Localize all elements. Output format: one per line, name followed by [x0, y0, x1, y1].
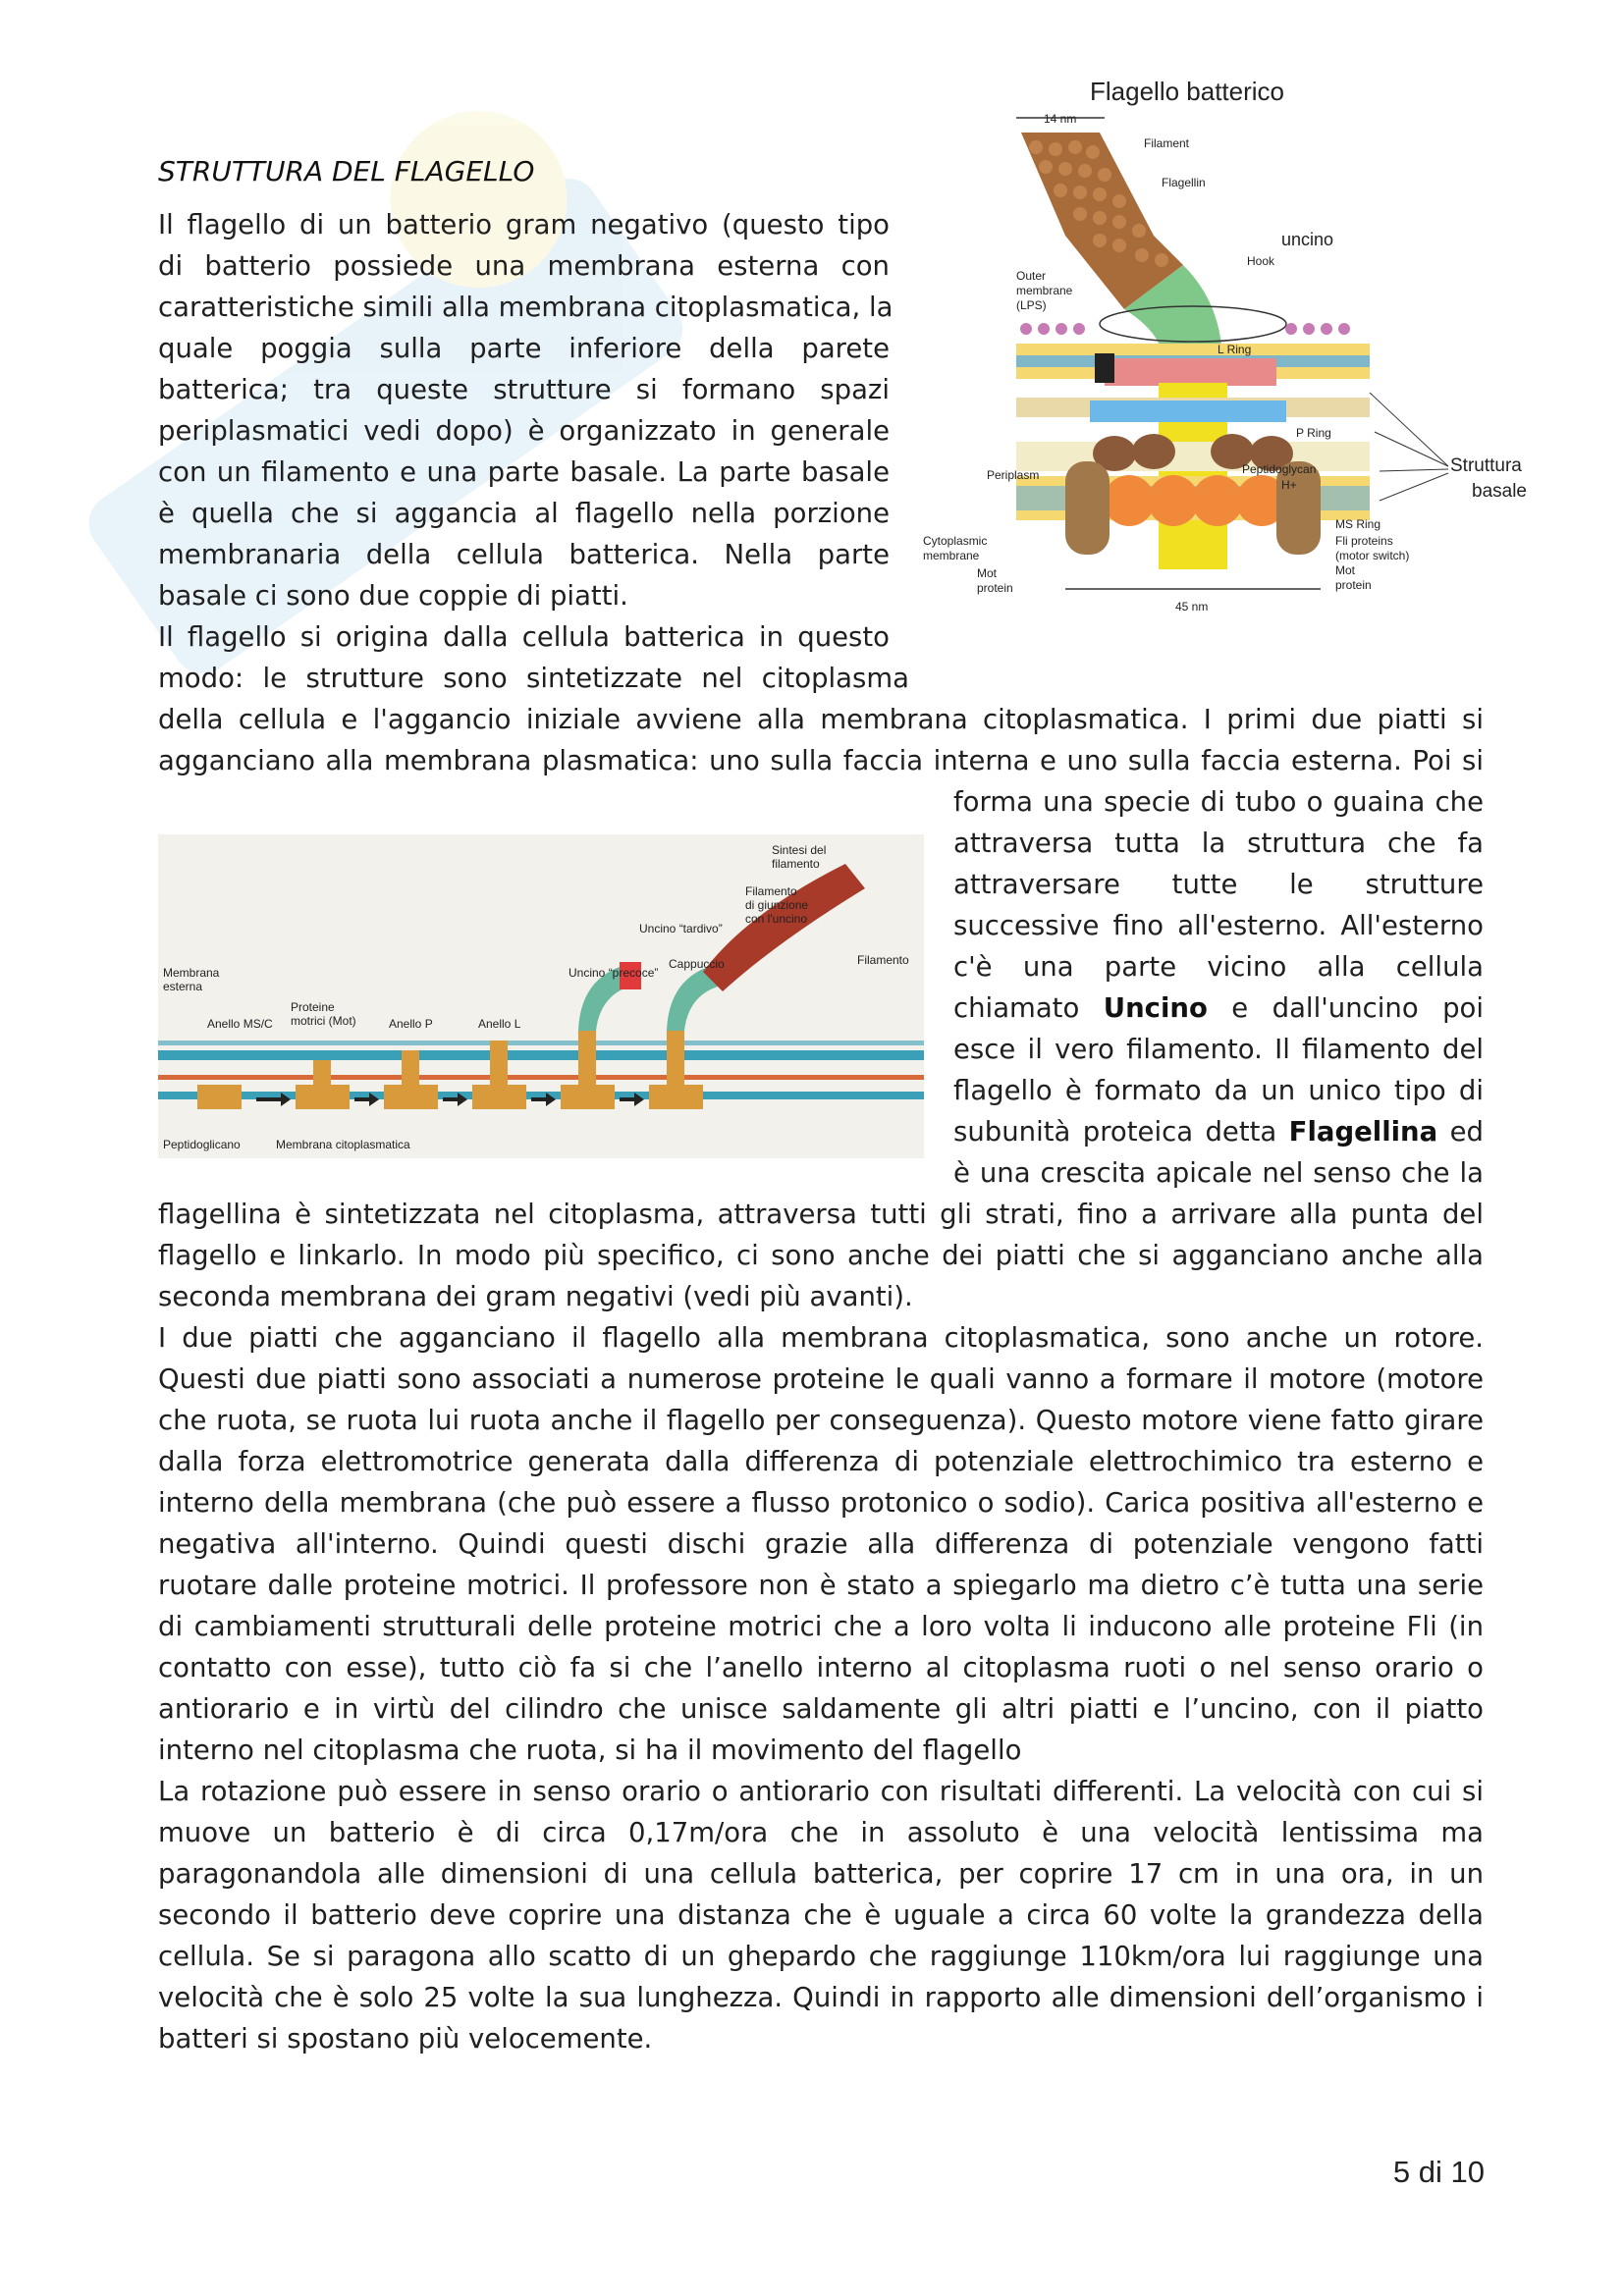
svg-text:Proteine: Proteine: [291, 1000, 335, 1014]
svg-text:protein: protein: [977, 581, 1013, 595]
text-line: membranaria della cellula batterica. Nella parte: [158, 539, 890, 570]
svg-text:di giunzione: di giunzione: [745, 898, 809, 912]
text-line: quale poggia sulla parte inferiore della parete: [158, 333, 890, 364]
svg-text:Anello L: Anello L: [478, 1017, 521, 1031]
text-line: batteri si spostano più velocemente.: [158, 2023, 653, 2055]
svg-text:Filament: Filament: [1144, 136, 1190, 150]
text-line: paragonandola alle dimensioni di una cellula batterica, per coprire 17 cm in una ora, in un: [158, 1858, 1484, 1890]
svg-text:protein: protein: [1335, 578, 1372, 592]
text-line: caratteristiche simili alla membrana citoplasmatica, la: [158, 292, 893, 323]
svg-text:con l'uncino: con l'uncino: [745, 912, 807, 926]
svg-text:basale: basale: [1472, 481, 1527, 502]
svg-text:uncino: uncino: [1281, 230, 1334, 249]
term-flagellina: Flagellina: [1288, 1116, 1438, 1148]
svg-text:Cappuccio: Cappuccio: [669, 957, 725, 971]
svg-text:P Ring: P Ring: [1296, 426, 1331, 440]
filament-growth: [703, 864, 865, 991]
flagellum-diagram: [918, 69, 1566, 633]
text-line: secondo il batterio deve coprire una distanza che è uguale a circa 60 volte la grandezza della: [158, 1899, 1484, 1931]
svg-text:45 nm: 45 nm: [1175, 600, 1209, 614]
svg-text:Cytoplasmic: Cytoplasmic: [923, 534, 988, 548]
text-line: interno nel citoplasma che ruota, si ha il movimento del flagello: [158, 1735, 1022, 1766]
text-line: ruotare dalle proteine motrici. Il professore non è stato a spiegarlo ma dietro c’è tutta una serie: [158, 1570, 1484, 1601]
text-line: flagello e linkarlo. In modo più specifico, ci sono anche dei piatti che si agganciano anche alla: [158, 1240, 1484, 1271]
text-line: subunità proteica detta Flagellina ed: [953, 1116, 1484, 1148]
svg-text:Peptidoglicano: Peptidoglicano: [163, 1138, 241, 1151]
paragraph-continuation: [158, 699, 1484, 781]
svg-text:Filamento: Filamento: [857, 953, 909, 967]
text-line: basale ci sono due coppie di piatti.: [158, 580, 628, 612]
text-line: seconda membrana dei gram negativi (vedi più avanti).: [158, 1281, 913, 1312]
text-line: Il flagello si origina dalla cellula batterica in questo: [158, 621, 890, 653]
text-line: La rotazione può essere in senso orario o antiorario con risultati differenti. La velocità con cui si: [158, 1776, 1484, 1807]
text-line: velocità che è solo 25 volte la sua lunghezza. Quindi in rapporto alle dimensioni dell’organismo i: [158, 1982, 1484, 2013]
text-line: flagellina è sintetizzata nel citoplasma, attraversa tutti gli strati, fino a arrivare alla punta del: [158, 1199, 1484, 1230]
svg-text:Mot: Mot: [977, 566, 998, 580]
paragraph-intro: [158, 204, 909, 699]
text-line: antiorario e in virtù del cilindro che unisce saldamente gli altri piatti e l’uncino, con il piatto: [158, 1693, 1484, 1725]
svg-text:filamento: filamento: [772, 857, 820, 871]
svg-text:Peptidoglycan: Peptidoglycan: [1242, 462, 1317, 476]
text-line: Il flagello di un batterio gram negativo (questo tipo: [158, 209, 890, 240]
text-line: di cambiamenti strutturali delle proteine motrici che a loro volta li inducono alle proteine Fli (in: [158, 1611, 1484, 1642]
svg-text:membrane: membrane: [1016, 284, 1073, 297]
svg-text:Filamento: Filamento: [745, 884, 797, 898]
svg-text:H+: H+: [1281, 478, 1297, 492]
figure1-title: Flagello batterico: [1090, 77, 1284, 106]
page-number: 5 di 10: [1392, 2155, 1485, 2189]
svg-text:Uncino “tardivo”: Uncino “tardivo”: [639, 922, 723, 935]
text-line: batterica; tra queste strutture si formano spazi: [158, 374, 890, 405]
text-line: c'è una parte vicino alla cellula: [953, 951, 1484, 983]
section-heading: STRUTTURA DEL FLAGELLO: [158, 155, 535, 187]
text-line: I due piatti che agganciano il flagello alla membrana citoplasmatica, sono anche un rotore.: [158, 1322, 1484, 1354]
text-line: negativa all'interno. Quindi questi dischi grazie alla differenza di potenziale vengono fatti: [158, 1528, 1484, 1560]
svg-text:esterna: esterna: [163, 980, 203, 993]
svg-text:Fli proteins: Fli proteins: [1335, 534, 1393, 548]
text-line: con un filamento e una parte basale. La parte basale: [158, 456, 890, 488]
paragraph-hook: [953, 781, 1484, 1194]
svg-text:Hook: Hook: [1247, 254, 1275, 268]
svg-text:Uncino “precoce”: Uncino “precoce”: [568, 966, 659, 980]
text-line: di batterio possiede una membrana esterna con: [158, 250, 890, 282]
text-line: flagello è formato da un unico tipo di: [953, 1075, 1484, 1106]
svg-text:motrici (Mot): motrici (Mot): [291, 1014, 356, 1028]
text-line: attraversa tutta la struttura che fa: [953, 828, 1484, 859]
text-line: forma una specie di tubo o guaina che: [953, 786, 1484, 818]
svg-text:Membrana: Membrana: [163, 966, 220, 980]
text-line: periplasmatici vedi dopo) è organizzato in generale: [158, 415, 890, 447]
svg-text:Sintesi del: Sintesi del: [772, 843, 827, 857]
svg-text:MS Ring: MS Ring: [1335, 517, 1381, 531]
text-line: agganciano alla membrana plasmatica: uno sulla faccia interna e uno sulla faccia esterna. Poi si: [158, 745, 1484, 776]
text-line: Questi due piatti sono associati a numerose proteine le quali vanno a formare il motore (motore: [158, 1363, 1484, 1395]
svg-text:membrane: membrane: [923, 549, 980, 562]
assembly-diagram: [158, 834, 924, 1158]
text-line: che ruota, se ruota lui ruota anche il flagello per conseguenza). Questo motore viene fatto girare: [158, 1405, 1484, 1436]
text-line: cellula. Se si paragona allo scatto di un ghepardo che raggiunge 110km/ora lui raggiunge una: [158, 1941, 1484, 1972]
text-line: attraversare tutte le strutture: [953, 869, 1484, 900]
term-uncino: Uncino: [1103, 992, 1208, 1024]
text-line: successive fino all'esterno. All'esterno: [953, 910, 1484, 941]
text-line: interno della membrana (che può essere a flusso protonico o sodio). Carica positiva all'esterno e: [158, 1487, 1484, 1519]
text-line: muove un batterio è di circa 0,17m/ora che in assoluto è una velocità lentissima ma: [158, 1817, 1484, 1848]
svg-text:14 nm: 14 nm: [1044, 112, 1077, 126]
svg-text:L Ring: L Ring: [1218, 343, 1252, 356]
svg-text:Mot: Mot: [1335, 563, 1356, 577]
text-line: chiamato Uncino e dall'uncino poi: [953, 992, 1485, 1024]
paragraph-motor: [158, 1194, 1484, 2059]
svg-text:Outer: Outer: [1016, 269, 1047, 283]
text-line: della cellula e l'aggancio iniziale avviene alla membrana citoplasmatica. I primi due piatti si: [158, 704, 1484, 735]
text-line: dalla forza elettromotrice generata dalla differenza di potenziale elettrochimico tra esterno e: [158, 1446, 1484, 1477]
text-line: è quella che si aggancia al flagello nella porzione: [158, 498, 890, 529]
svg-text:Anello P: Anello P: [389, 1017, 433, 1031]
text-line: è una crescita apicale nel senso che la: [953, 1157, 1484, 1189]
l-ring: [1105, 358, 1276, 386]
mot-protein-left: [1065, 461, 1110, 555]
svg-text:Membrana citoplasmatica: Membrana citoplasmatica: [276, 1138, 410, 1151]
svg-text:Anello MS/C: Anello MS/C: [207, 1017, 273, 1031]
svg-text:(LPS): (LPS): [1016, 298, 1047, 312]
p-ring: [1090, 400, 1286, 422]
text-line: contatto con esse), tutto ciò fa si che l’anello interno al citoplasma ruoti o nel senso orario o: [158, 1652, 1484, 1683]
text-line: esce il vero filamento. Il filamento del: [953, 1034, 1484, 1065]
svg-text:Periplasm: Periplasm: [987, 468, 1040, 482]
svg-text:Flagellin: Flagellin: [1162, 176, 1206, 189]
svg-text:(motor switch): (motor switch): [1335, 549, 1410, 562]
svg-text:Struttura: Struttura: [1450, 455, 1522, 476]
text-line: modo: le strutture sono sintetizzate nel citoplasma: [158, 663, 909, 694]
